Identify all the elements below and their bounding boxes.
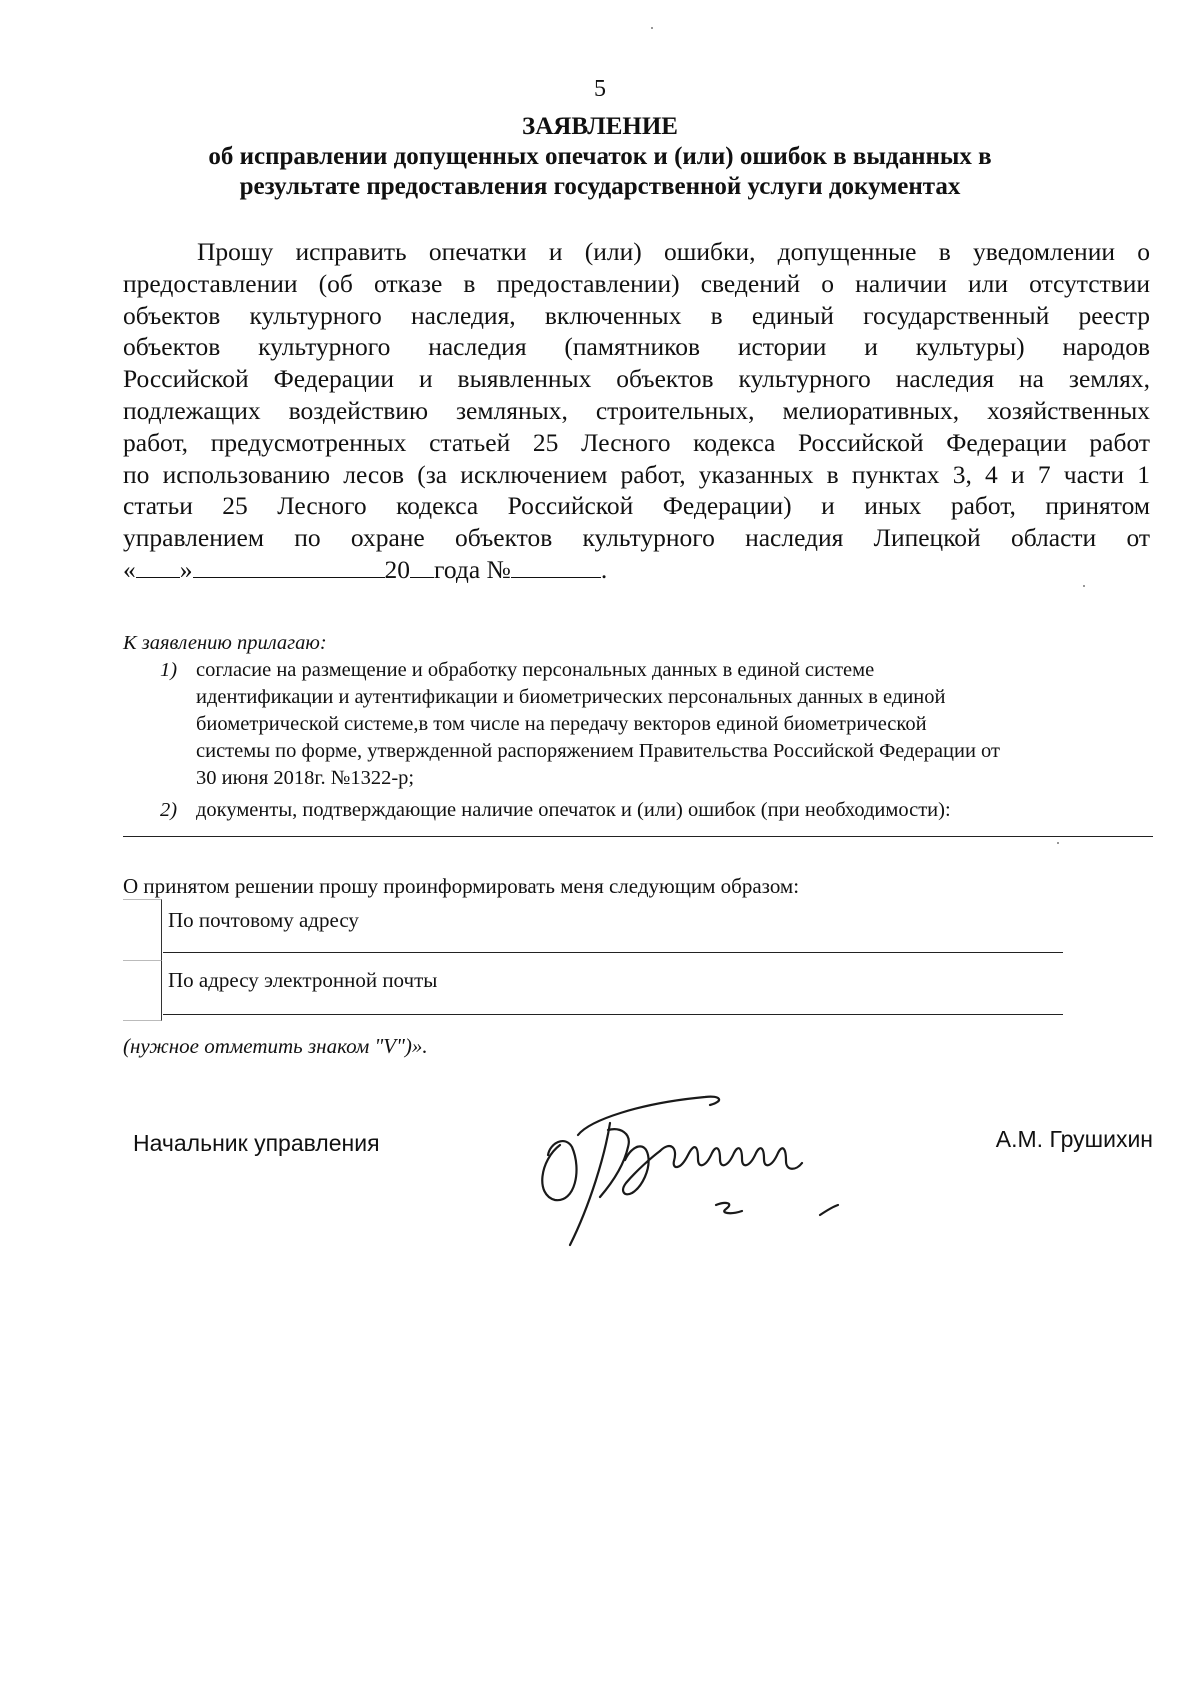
- postal-address-checkbox[interactable]: [123, 899, 162, 961]
- date-line: [123, 554, 1150, 586]
- title-line: об исправлении допущенных опечаток и (или) ошибок в выданных в: [208, 143, 992, 170]
- scan-speck: [1057, 842, 1059, 844]
- page-number: 5: [594, 76, 606, 102]
- paragraph-line: Российской Федерации и выявленных объектов культурного наследия на землях,: [123, 364, 1150, 394]
- attachments-blank-line[interactable]: [123, 836, 1153, 837]
- signer-position: Начальник управления: [133, 1130, 380, 1156]
- attachment-number: 2): [160, 799, 178, 821]
- attachment-line: 30 июня 2018г. №1322-р;: [196, 767, 415, 789]
- month-blank-field[interactable]: [193, 555, 385, 578]
- mark-instruction-note: (нужное отметить знаком "V")».: [123, 1034, 428, 1058]
- email-address-checkbox[interactable]: [123, 960, 162, 1021]
- day-blank-field[interactable]: [136, 555, 180, 578]
- paragraph-line: статьи 25 Лесного кодекса Российской Федерации) и иных работ, принятом: [123, 491, 1150, 521]
- document-title: [100, 112, 1100, 202]
- attachments-heading: К заявлению прилагаю:: [123, 632, 327, 654]
- attachment-line: идентификации и аутентификации и биометрических персональных данных в единой: [196, 686, 946, 708]
- scan-speck: [1083, 585, 1085, 587]
- inform-label: О принятом решении прошу проинформировать меня следующим образом:: [123, 874, 800, 898]
- attachment-item: [123, 797, 1153, 824]
- attachment-line: согласие на размещение и обработку персональных данных в единой системе: [196, 659, 875, 681]
- email-address-blank-line[interactable]: [163, 1014, 1063, 1015]
- year-blank-field[interactable]: [410, 555, 434, 578]
- paragraph-line: предоставлении (об отказе в предоставлении) сведений о наличии или отсутствии: [123, 268, 1150, 298]
- attachment-number: 1): [160, 659, 178, 681]
- attachment-line: биометрической системе,в том числе на передачу векторов единой биометрической: [196, 713, 927, 735]
- paragraph-line: управлением по охране объектов культурного наследия Липецкой области от: [123, 523, 1150, 553]
- attachment-item: [123, 657, 1153, 792]
- postal-address-option: По почтовому адресу: [168, 908, 359, 932]
- paragraph-line: объектов культурного наследия (памятников истории и культуры) народов: [123, 332, 1150, 362]
- number-blank-field[interactable]: [511, 555, 601, 578]
- date-open-quote: «: [123, 554, 136, 584]
- year-suffix: года №: [434, 554, 511, 584]
- date-line-end: .: [600, 554, 608, 584]
- paragraph-line: по использованию лесов (за исключением работ, указанных в пунктах 3, 4 и 7 части 1: [123, 459, 1150, 489]
- attachments-section: [123, 630, 1153, 824]
- signer-name: А.М. Грушихин: [995, 1126, 1153, 1152]
- year-prefix: 20: [384, 554, 410, 584]
- attachment-line: системы по форме, утвержденной распоряжением Правительства Российской Федерации от: [196, 740, 1000, 762]
- attachment-line: документы, подтверждающие наличие опечаток и (или) ошибок (при необходимости):: [196, 799, 951, 821]
- paragraph-line: объектов культурного наследия, включенных в единый государственный реестр: [123, 300, 1150, 330]
- paragraph-line: Прошу исправить опечатки и (или) ошибки, допущенные в уведомлении о: [197, 237, 1150, 266]
- request-paragraph: [123, 236, 1150, 586]
- scan-speck: [651, 27, 653, 29]
- paragraph-line: подлежащих воздействию земляных, строительных, мелиоративных, хозяйственных: [123, 395, 1150, 425]
- handwritten-signature: [520, 1075, 920, 1255]
- date-close-quote: »: [179, 554, 193, 584]
- email-address-option: По адресу электронной почты: [168, 968, 438, 992]
- title-line: результате предоставления государственной услуги документах: [239, 173, 961, 200]
- title-line: ЗАЯВЛЕНИЕ: [522, 113, 678, 140]
- paragraph-line: работ, предусмотренных статьей 25 Лесного кодекса Российской Федерации работ: [123, 427, 1150, 457]
- postal-address-blank-line[interactable]: [163, 952, 1063, 953]
